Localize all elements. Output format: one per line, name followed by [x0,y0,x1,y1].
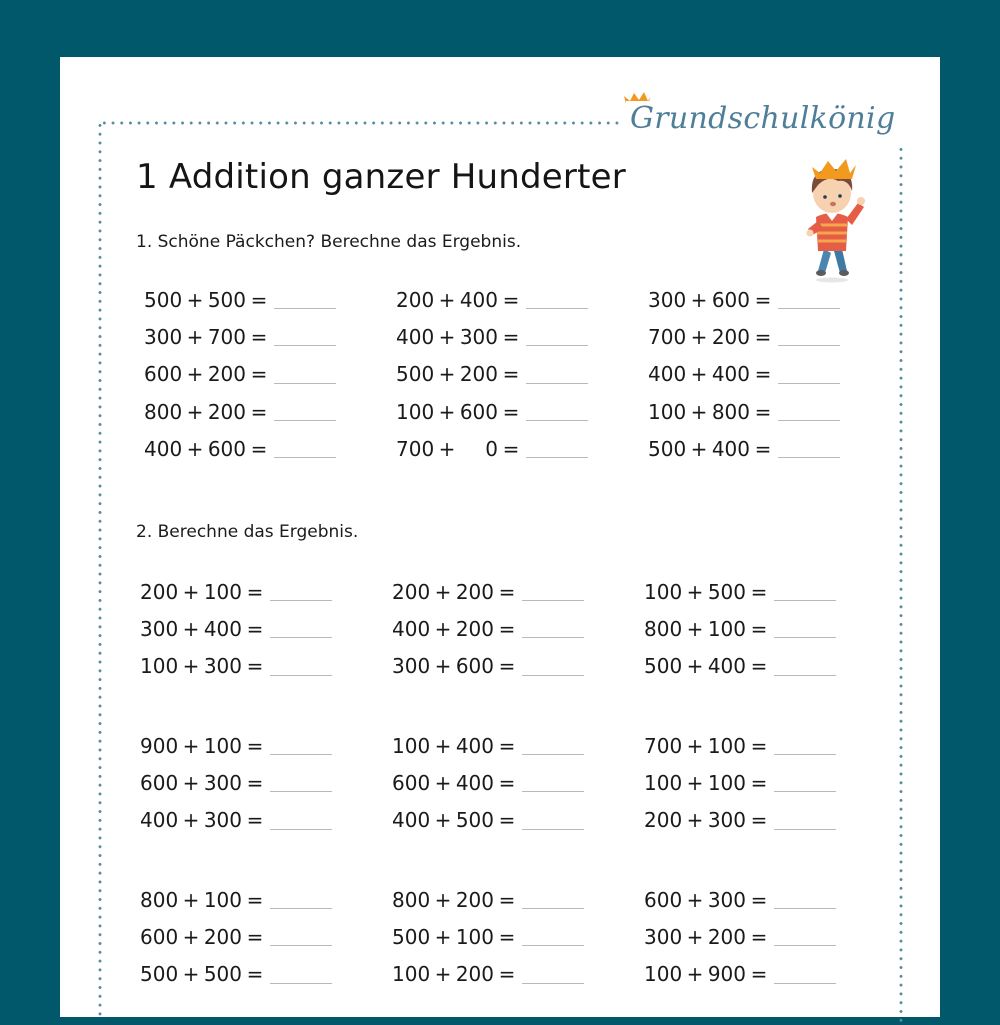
equation: 100 + 300 = [140,648,332,685]
answer-blank[interactable] [526,383,588,384]
answer-blank[interactable] [778,345,840,346]
equation: 500 + 100 = [392,918,584,955]
equation: 600 + 400 = [392,764,584,801]
task-2-group-3-column-2 [392,881,584,993]
page-title: 1 Addition ganzer Hunderter [136,157,626,197]
dotted-border-right [899,145,903,1025]
task-2-group-1-column-1 [140,573,332,685]
equation: 600 + 200 = [140,918,332,955]
equation: 300 + 200 = [644,918,836,955]
equation: 700 + 200 = [648,318,840,355]
equation: 700 + 0 = [396,430,588,467]
equation: 500 + 500 = [140,956,332,993]
equation: 100 + 400 = [392,727,584,764]
equation: 300 + 700 = [144,318,336,355]
answer-blank[interactable] [270,637,332,638]
task-2-group-2-column-3 [644,727,836,839]
equation: 500 + 500 = [144,281,336,318]
equation: 500 + 200 = [396,356,588,393]
answer-blank[interactable] [270,829,332,830]
task-2-group-2-column-1 [140,727,332,839]
answer-blank[interactable] [774,945,836,946]
answer-blank[interactable] [522,675,584,676]
answer-blank[interactable] [774,637,836,638]
equation: 400 + 400 = [648,356,840,393]
equation: 600 + 300 = [644,881,836,918]
answer-blank[interactable] [274,345,336,346]
brand-logo: Grundschulkönig [626,101,899,136]
task-2-group-3-column-3 [644,881,836,993]
answer-blank[interactable] [270,675,332,676]
answer-blank[interactable] [274,457,336,458]
answer-blank[interactable] [774,600,836,601]
equation: 400 + 200 = [392,610,584,647]
equation: 100 + 800 = [648,393,840,430]
equation: 600 + 300 = [140,764,332,801]
task-2-group-1-column-2 [392,573,584,685]
answer-blank[interactable] [522,791,584,792]
answer-blank[interactable] [774,908,836,909]
answer-blank[interactable] [526,457,588,458]
answer-blank[interactable] [274,308,336,309]
equation: 100 + 100 = [644,764,836,801]
answer-blank[interactable] [270,791,332,792]
answer-blank[interactable] [522,983,584,984]
equation: 600 + 200 = [144,356,336,393]
equation: 400 + 300 = [140,802,332,839]
answer-blank[interactable] [778,383,840,384]
answer-blank[interactable] [522,908,584,909]
task-2-group-1-column-3 [644,573,836,685]
equation: 400 + 300 = [396,318,588,355]
boy-with-crown-icon [798,145,870,285]
worksheet-page [60,57,940,1017]
equation: 100 + 500 = [644,573,836,610]
equation: 300 + 400 = [140,610,332,647]
task-2-group-3-column-1 [140,881,332,993]
answer-blank[interactable] [778,420,840,421]
equation: 400 + 500 = [392,802,584,839]
task-1-instruction: 1. Schöne Päckchen? Berechne das Ergebnis. [136,232,522,252]
answer-blank[interactable] [526,420,588,421]
equation: 800 + 200 = [144,393,336,430]
task-1-column-2 [396,281,588,467]
answer-blank[interactable] [270,600,332,601]
equation: 500 + 400 = [648,430,840,467]
equation: 400 + 600 = [144,430,336,467]
answer-blank[interactable] [522,754,584,755]
equation: 100 + 200 = [392,956,584,993]
answer-blank[interactable] [522,637,584,638]
answer-blank[interactable] [522,600,584,601]
equation: 200 + 100 = [140,573,332,610]
equation: 200 + 200 = [392,573,584,610]
equation: 700 + 100 = [644,727,836,764]
equation: 900 + 100 = [140,727,332,764]
task-1-column-1 [144,281,336,467]
equation: 800 + 200 = [392,881,584,918]
equation: 800 + 100 = [644,610,836,647]
answer-blank[interactable] [522,829,584,830]
answer-blank[interactable] [774,791,836,792]
equation: 300 + 600 = [648,281,840,318]
equation: 100 + 600 = [396,393,588,430]
answer-blank[interactable] [270,908,332,909]
equation: 800 + 100 = [140,881,332,918]
dotted-border-left [98,121,102,1021]
answer-blank[interactable] [522,945,584,946]
answer-blank[interactable] [774,829,836,830]
answer-blank[interactable] [270,945,332,946]
equation: 200 + 300 = [644,802,836,839]
answer-blank[interactable] [778,457,840,458]
equation: 300 + 600 = [392,648,584,685]
answer-blank[interactable] [270,754,332,755]
equation: 200 + 400 = [396,281,588,318]
dotted-border-top [100,121,620,125]
answer-blank[interactable] [526,308,588,309]
equation: 100 + 900 = [644,956,836,993]
answer-blank[interactable] [778,308,840,309]
task-2-instruction: 2. Berechne das Ergebnis. [136,522,359,542]
task-2-group-2-column-2 [392,727,584,839]
answer-blank[interactable] [270,983,332,984]
task-1-column-3 [648,281,840,467]
answer-blank[interactable] [274,420,336,421]
answer-blank[interactable] [774,983,836,984]
equation: 500 + 400 = [644,648,836,685]
answer-blank[interactable] [526,345,588,346]
answer-blank[interactable] [774,754,836,755]
answer-blank[interactable] [274,383,336,384]
answer-blank[interactable] [774,675,836,676]
